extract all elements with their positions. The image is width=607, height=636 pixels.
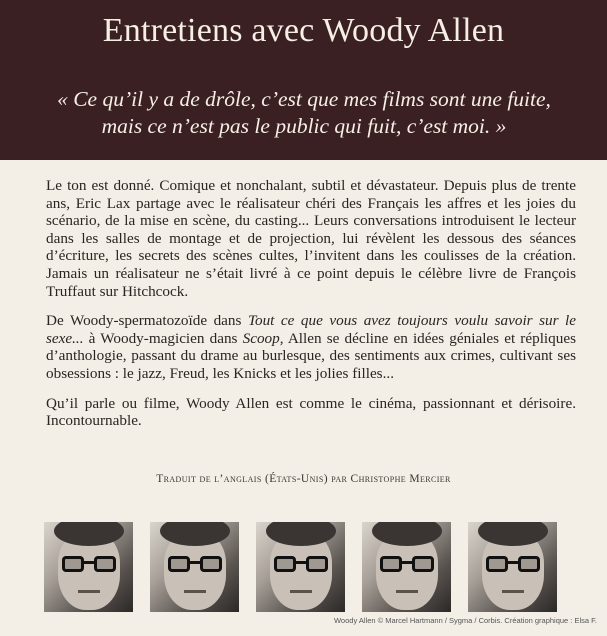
mouth-shape [396, 590, 418, 593]
glasses-icon [168, 556, 224, 572]
paragraph-3: Qu’il parle ou filme, Woody Allen est comme le cinéma, passionnant et dérisoire. Incontournable. [46, 394, 576, 430]
mouth-shape [78, 590, 100, 593]
paragraph-1: Le ton est donné. Comique et nonchalant, subtil et dévastateur. Depuis plus de trente ans, Eric Lax partage avec le réalisateur chéri des Français les affres et les joies du scénario, de la mise en scène, du casting... Leurs conversations introduisent le lecteur dans les salles de montage et de projection, lui révèlent les dessous des séances d’écriture, les secrets des scènes cultes, l’invitent dans les coulisses de la création. Jamais un réalisateur ne s’était livré à ce point depuis le célèbre livre de François Truffaut sur Hitchcock. [46, 177, 576, 300]
photo-credit: Woody Allen © Marcel Hartmann / Sygma / Corbis. Création graphique : Elsa F. [333, 616, 597, 625]
p2-text-1: De Woody-spermatozoïde dans [46, 312, 248, 330]
p2-text-2: à Woody-magicien dans [83, 329, 243, 347]
portrait-photo [44, 522, 133, 612]
book-title: Entretiens avec Woody Allen [102, 12, 505, 49]
mouth-shape [184, 590, 206, 593]
photo-strip [44, 522, 584, 612]
header-banner [0, 0, 607, 160]
glasses-icon [62, 556, 118, 572]
quote-line-2: mais ce n’est pas le public qui fuit, c’est moi. » [101, 114, 507, 138]
back-cover-text [46, 177, 576, 442]
glasses-icon [274, 556, 330, 572]
p2-text-3: , Allen se décline en idées géniales et répliques d’anthologie, passant du drame au burlesque, des sentiments aux crimes, cultivant ses obsessions : le jazz, Freud, les Knicks et les jolies filles... [46, 329, 576, 382]
portrait-photo [362, 522, 451, 612]
mouth-shape [290, 590, 312, 593]
p2-title-1: Tout ce que vous avez toujours voulu savoir sur le sexe... [46, 312, 576, 347]
p2-title-2: Scoop [242, 329, 280, 347]
portrait-photo [468, 522, 557, 612]
quote-line-1: « Ce qu’il y a de drôle, c’est que mes films sont une fuite, [57, 87, 551, 111]
pull-quote [24, 86, 584, 140]
portrait-photo [150, 522, 239, 612]
paragraph-2 [46, 312, 576, 382]
glasses-icon [486, 556, 542, 572]
glasses-icon [380, 556, 436, 572]
mouth-shape [502, 590, 524, 593]
translator-credit: Traduit de l’anglais (États-Unis) par Christophe Mercier [156, 473, 451, 485]
portrait-photo [256, 522, 345, 612]
